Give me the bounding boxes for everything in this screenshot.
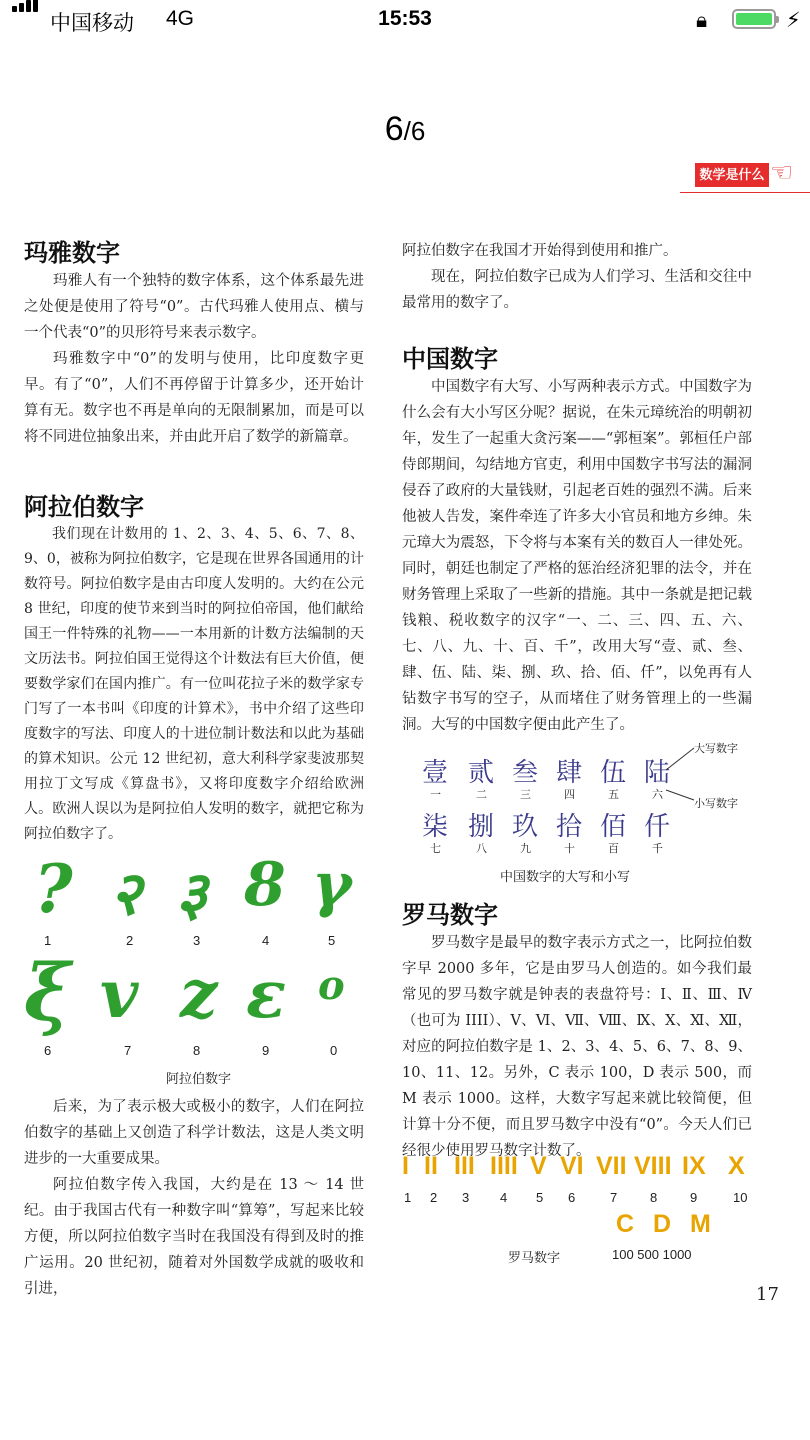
chinese-upper-char: 玖 bbox=[512, 812, 539, 842]
status-time: 15:53 bbox=[378, 7, 432, 30]
page-counter bbox=[0, 110, 810, 149]
chinese-lower-char: 一 bbox=[430, 788, 441, 801]
arabic-label: 2 bbox=[126, 933, 134, 948]
roman-big-numerals: C D M bbox=[616, 1210, 717, 1238]
chinese-lower-char: 五 bbox=[608, 788, 619, 801]
chinese-upper-char: 叁 bbox=[512, 758, 539, 788]
arabic-glyph-0: o bbox=[318, 962, 345, 1009]
roman-numeral: VII bbox=[596, 1152, 627, 1180]
left-column-top bbox=[24, 238, 364, 847]
page-counter-total: /6 bbox=[403, 116, 426, 146]
roman-label: 2 bbox=[430, 1190, 438, 1205]
arabic-glyph-2: २ bbox=[110, 859, 142, 929]
charging-bolt-icon: ⚡︎ bbox=[786, 9, 801, 32]
chinese-lower-char: 千 bbox=[652, 842, 663, 855]
chinese-lower-char: 七 bbox=[430, 842, 441, 855]
roman-label: 8 bbox=[650, 1190, 658, 1205]
chinese-title: 中国数字 bbox=[402, 344, 498, 373]
chinese-lower-char: 六 bbox=[652, 788, 663, 801]
roman-numeral: VIII bbox=[634, 1152, 672, 1180]
roman-numeral: IX bbox=[682, 1152, 706, 1180]
arabic-title: 阿拉伯数字 bbox=[24, 492, 144, 521]
arabic-glyph-7: v bbox=[100, 955, 139, 1033]
chinese-figure-caption: 中国数字的大写和小写 bbox=[500, 869, 631, 884]
arabic-label: 4 bbox=[262, 933, 270, 948]
chinese-upper-char: 柒 bbox=[422, 812, 449, 842]
arabic-glyph-8: z bbox=[180, 955, 218, 1033]
roman-numeral: V bbox=[530, 1152, 547, 1180]
rotation-lock-icon: 🔒︎ bbox=[696, 9, 708, 32]
arabic-paragraph-3: 阿拉伯数字传入我国，大约是在 13 ～ 14 世纪。由于我国古代有一种数字叫“算筹”，写起来比较方便，所以阿拉伯数字当时在我国没有得到及时的推广运用。20 世纪初，随着对外国数学成就的吸收和引进， bbox=[24, 1177, 364, 1297]
chinese-lower-char: 二 bbox=[476, 788, 487, 801]
roman-label: 10 bbox=[733, 1190, 748, 1205]
roman-label: 3 bbox=[462, 1190, 470, 1205]
arabic-glyph-1: ? bbox=[34, 850, 73, 928]
chinese-upper-char: 拾 bbox=[556, 812, 583, 842]
battery-icon bbox=[732, 9, 776, 29]
tag-underline bbox=[680, 192, 810, 193]
roman-numeral: IIII bbox=[490, 1152, 518, 1180]
page-counter-current: 6 bbox=[384, 110, 404, 148]
arabic-glyph-6: ξ bbox=[24, 948, 71, 1039]
arabic-label: 1 bbox=[44, 933, 52, 948]
roman-figure-caption: 罗马数字 bbox=[508, 1250, 561, 1265]
roman-numeral: X bbox=[728, 1152, 745, 1180]
arabic-label: 3 bbox=[193, 933, 201, 948]
chinese-lower-char: 三 bbox=[520, 788, 531, 801]
left-column-bottom bbox=[24, 1094, 364, 1302]
arabic-label: 7 bbox=[124, 1043, 132, 1058]
chinese-upper-char: 肆 bbox=[556, 758, 583, 788]
roman-label: 4 bbox=[500, 1190, 508, 1205]
arabic-label: 6 bbox=[44, 1043, 52, 1058]
chinese-lower-char: 四 bbox=[564, 788, 575, 801]
maya-paragraph-1: 玛雅人有一个独特的数字体系，这个体系最先进之处便是使用了符号“0”。古代玛雅人使用点、横与一个代表“0”的贝形符号来表示数字。 bbox=[24, 273, 364, 341]
arabic-label: 5 bbox=[328, 933, 336, 948]
roman-paragraph-1: 罗马数字是最早的数字表示方式之一，比阿拉伯数字早 2000 多年，它是由罗马人创造的。如今我们最常见的罗马数字就是钟表的表盘符号：Ⅰ、Ⅱ、Ⅲ、Ⅳ（也可为 IIII）、Ⅴ、Ⅵ、Ⅶ、Ⅷ、Ⅸ、Ⅹ、Ⅺ、Ⅻ，对应的阿拉伯数字是 1、2、3、4、5、6、7、8、9、10、11、12。另外，C 表示 100，D 表示 500，而 M 表示 1000。这样，大数字写起来就比较简便，但计算十分不便，而且罗马数字中没有“0”。今天人们已经很少使用罗马数字计数了。 bbox=[402, 935, 752, 1159]
roman-numeral: VI bbox=[560, 1152, 584, 1180]
arabic-paragraph-4: 现在，阿拉伯数字已成为人们学习、生活和交往中最常用的数字了。 bbox=[402, 269, 752, 311]
chinese-upper-char: 佰 bbox=[600, 812, 627, 842]
arabic-label: 9 bbox=[262, 1043, 270, 1058]
network-type: 4G bbox=[166, 7, 195, 30]
status-bar bbox=[0, 0, 810, 40]
chinese-paragraph-1: 中国数字有大写、小写两种表示方式。中国数字为什么会有大小写区分呢？据说，在朱元璋统治的明朝初年，发生了一起重大贪污案——“郭桓案”。郭桓任户部侍郎期间，勾结地方官吏，利用中国数字书写法的漏洞侵吞了政府的大量钱财，引起老百姓的强烈不满。后来他被人告发，案件牵连了许多大小官员和地方乡绅。朱元璋大为震怒，下令将与本案有关的数百人一律处死。同时，朝廷也制定了严格的惩治经济犯罪的法令，并在财务管理上采取了一些新的措施。其中一条就是把记载钱粮、税收数字的汉字“一、二、三、四、五、六、七、八、九、十、百、千”，改用大写“壹、贰、叁、肆、伍、陆、柒、捌、玖、拾、佰、仟”，以免再有人钻数字书写的空子，从而堵住了财务管理上的一些漏洞。大写的中国数字便由此产生了。 bbox=[402, 379, 752, 733]
roman-label: 5 bbox=[536, 1190, 544, 1205]
chinese-lower-char: 百 bbox=[608, 842, 619, 855]
arabic-figure-caption: 阿拉伯数字 bbox=[166, 1071, 232, 1086]
arabic-paragraph-2: 后来，为了表示极大或极小的数字，人们在阿拉伯数字的基础上又创造了科学计数法，这是人类文明进步的一大重要成果。 bbox=[24, 1099, 364, 1167]
section-tag: 数学是什么 bbox=[695, 163, 769, 187]
arabic-paragraph-1: 我们现在计数用的 1、2、3、4、5、6、7、8、9、0，被称为阿拉伯数字，它是现在世界各国通用的计数符号。阿拉伯数字是由古印度人发明的。大约在公元 8 世纪，印度的使节来到当时的阿拉伯帝国，他们献给国王一件特殊的礼物——一本用新的计数方法编制的天文历法书。阿拉伯国王觉得这个计数法有巨大价值，便要数学家们在国内推广。有一位叫花拉子米的数学家专门写了一本书叫《印度的计算术》，书中介绍了这些印度数字的写法、印度人的十进位制计数法和以此为基础的算术知识。公元 12 世纪初，意大利科学家斐波那契用拉丁文写成《算盘书》，又将印度数字介绍给欧洲人。欧洲人误以为是阿拉伯人发明的数字，就把它称为阿拉伯数字了。 bbox=[24, 526, 364, 842]
chinese-lower-char: 九 bbox=[520, 842, 531, 855]
arabic-glyph-3: ३ bbox=[176, 859, 208, 929]
arabic-glyph-4: 8 bbox=[244, 850, 286, 920]
arabic-paragraph-3-cont: 阿拉伯数字在我国才开始得到使用和推广。 bbox=[402, 243, 678, 259]
chinese-upper-char: 仟 bbox=[644, 812, 671, 842]
right-column-top bbox=[402, 238, 752, 738]
chinese-upper-char: 陆 bbox=[644, 758, 671, 788]
chinese-upper-char: 壹 bbox=[422, 758, 449, 788]
chinese-upper-char: 捌 bbox=[468, 812, 495, 842]
roman-numeral: I bbox=[402, 1152, 409, 1180]
roman-label: 9 bbox=[690, 1190, 698, 1205]
chinese-lower-char: 八 bbox=[476, 842, 487, 855]
right-column-bottom bbox=[402, 900, 752, 1164]
roman-label: 7 bbox=[610, 1190, 618, 1205]
chinese-upper-char: 贰 bbox=[468, 758, 495, 788]
roman-label: 6 bbox=[568, 1190, 576, 1205]
maya-title: 玛雅数字 bbox=[24, 238, 120, 267]
pointing-hand-icon: ☜ bbox=[770, 158, 794, 188]
roman-title: 罗马数字 bbox=[402, 900, 498, 929]
chinese-lower-char: 十 bbox=[564, 842, 575, 855]
arabic-label: 0 bbox=[330, 1043, 338, 1058]
label-lowercase: 小写数字 bbox=[694, 798, 738, 810]
roman-numeral: III bbox=[454, 1152, 475, 1180]
arabic-label: 8 bbox=[193, 1043, 201, 1058]
maya-paragraph-2: 玛雅数字中“0”的发明与使用，比印度数字更早。有了“0”，人们不再停留于计算多少，还开始计算有无。数字也不再是单向的无限制累加，而是可以将不同进位抽象出来，并由此开启了数学的新篇章。 bbox=[24, 351, 364, 445]
chinese-upper-char: 伍 bbox=[600, 758, 627, 788]
arabic-glyph-5: γ bbox=[312, 850, 352, 920]
roman-label: 1 bbox=[404, 1190, 412, 1205]
page-number: 17 bbox=[756, 1284, 779, 1305]
roman-big-labels: 100 500 1000 bbox=[612, 1247, 692, 1262]
carrier-name: 中国移动 bbox=[50, 12, 134, 35]
label-uppercase: 大写数字 bbox=[694, 743, 738, 755]
roman-numeral: II bbox=[424, 1152, 438, 1180]
arabic-glyph-9: ε bbox=[246, 955, 287, 1033]
